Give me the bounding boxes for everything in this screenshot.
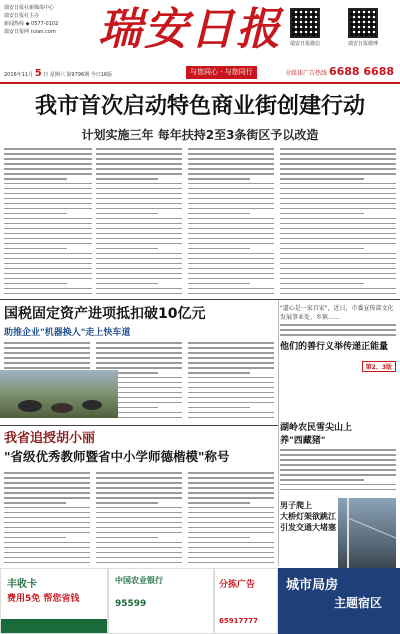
bridge-photo-illustration [338, 498, 396, 568]
ad2-phone: 95599 [115, 599, 147, 609]
ad1-footer-bar [1, 619, 108, 633]
masthead-notes [4, 4, 102, 36]
qr-label: 瑞安日报微博 [347, 41, 378, 47]
side-headline-3b[interactable]: 大桥灯架欲跳江 [280, 512, 336, 521]
bridge-photo [338, 498, 396, 568]
ad-hotline-label: 全媒体广告热线 [285, 70, 328, 77]
side-teaser-1 [280, 304, 396, 373]
page-ref-badge[interactable]: 第2、3版 [362, 361, 396, 372]
issue-date [4, 68, 112, 79]
ad4-title: 城市局房 [286, 578, 339, 593]
column-rule [278, 300, 279, 566]
qr-code-icon[interactable] [290, 8, 320, 38]
side-headline-1[interactable]: 他们的善行义举传递正能量 [280, 341, 389, 352]
date-rest: 日 星期六 第9796期 今日16版 [43, 72, 113, 78]
section-divider [0, 425, 278, 426]
side-body-2 [280, 449, 396, 490]
side-teaser-2 [280, 420, 396, 494]
qr-codes [286, 8, 394, 54]
story3-body-col1 [4, 472, 90, 567]
date-bar [0, 64, 400, 80]
ad2-title: 中国农业银行 [115, 576, 163, 585]
section-divider [0, 299, 400, 300]
side-headline-3a[interactable]: 男子爬上 [280, 501, 312, 510]
ad-hotline-phone: 6688 6688 [328, 65, 394, 78]
date-year-month: 2016年11月 [4, 72, 34, 78]
lead-headline[interactable]: 我市首次启动特色商业街创建行动 [34, 94, 365, 119]
masthead-note: 新闻热线 ◆ 0577-0102 [4, 21, 59, 27]
advertisement-strip [0, 568, 400, 634]
slogan-banner: 与您同心 · 与您同行 [186, 66, 257, 79]
ad3-phone: 65917777 [219, 617, 258, 625]
ad-bank-card[interactable] [0, 568, 108, 634]
ad1-subtitle: 费用5免 帮您省钱 [7, 594, 80, 604]
story3-body-col3 [188, 472, 274, 567]
ad1-title: 丰收卡 [7, 579, 37, 590]
lead-body-col1 [4, 148, 92, 298]
story2-headline[interactable]: 国税固定资产进项抵扣破10亿元 [4, 306, 206, 322]
masthead-note: 瑞安日报社主办 [4, 13, 40, 19]
newspaper-title: 瑞安日报 [98, 4, 282, 55]
masthead-note: 瑞安日报社新媒体中心 [4, 5, 55, 11]
pig-farm-photo-illustration [0, 370, 118, 418]
ad-agri-bank[interactable] [108, 568, 214, 634]
story3-body-col2 [96, 472, 182, 567]
story2-body-col3 [188, 342, 274, 422]
lead-body-col2 [96, 148, 182, 298]
side-headline-3c[interactable]: 引发交通大堵塞 [280, 523, 336, 532]
side-teaser-3 [280, 500, 336, 533]
ad3-title: 分拣广告 [219, 580, 256, 590]
ad-classifieds[interactable] [214, 568, 278, 634]
lead-body-col4 [280, 148, 396, 298]
masthead-note: 瑞安日报网 ruian.com [4, 29, 56, 35]
side-intro: "道心是一家百家"，近日，市委宣传部文化发展事业处、乡镇…… [280, 305, 394, 321]
qr-code-icon[interactable] [348, 8, 378, 38]
qr-label: 瑞安日报微信 [289, 41, 320, 47]
ad4-subtitle: 主题宿区 [334, 596, 383, 610]
pig-farm-photo [0, 370, 118, 418]
side-intro-body [280, 324, 396, 336]
story3-headline-2[interactable]: "省级优秀教师暨省中小学师德楷模"称号 [4, 449, 230, 464]
ad-real-estate[interactable] [278, 568, 400, 634]
date-day: 5 [34, 68, 42, 79]
story2-subhead: 助推企业"机器换人"走上快车道 [4, 328, 131, 338]
story3-headline-1[interactable]: 我省追授胡小丽 [4, 431, 96, 446]
side-headline-2b[interactable]: 养"西藏猪" [280, 436, 326, 446]
masthead-rule [0, 82, 400, 84]
ad-hotline [285, 65, 394, 78]
lead-body-col3 [188, 148, 274, 298]
lead-subhead: 计划实施三年 每年扶持2至3条街区予以改造 [81, 128, 319, 142]
side-headline-2a[interactable]: 湖岭农民雪尖山上 [280, 423, 353, 433]
